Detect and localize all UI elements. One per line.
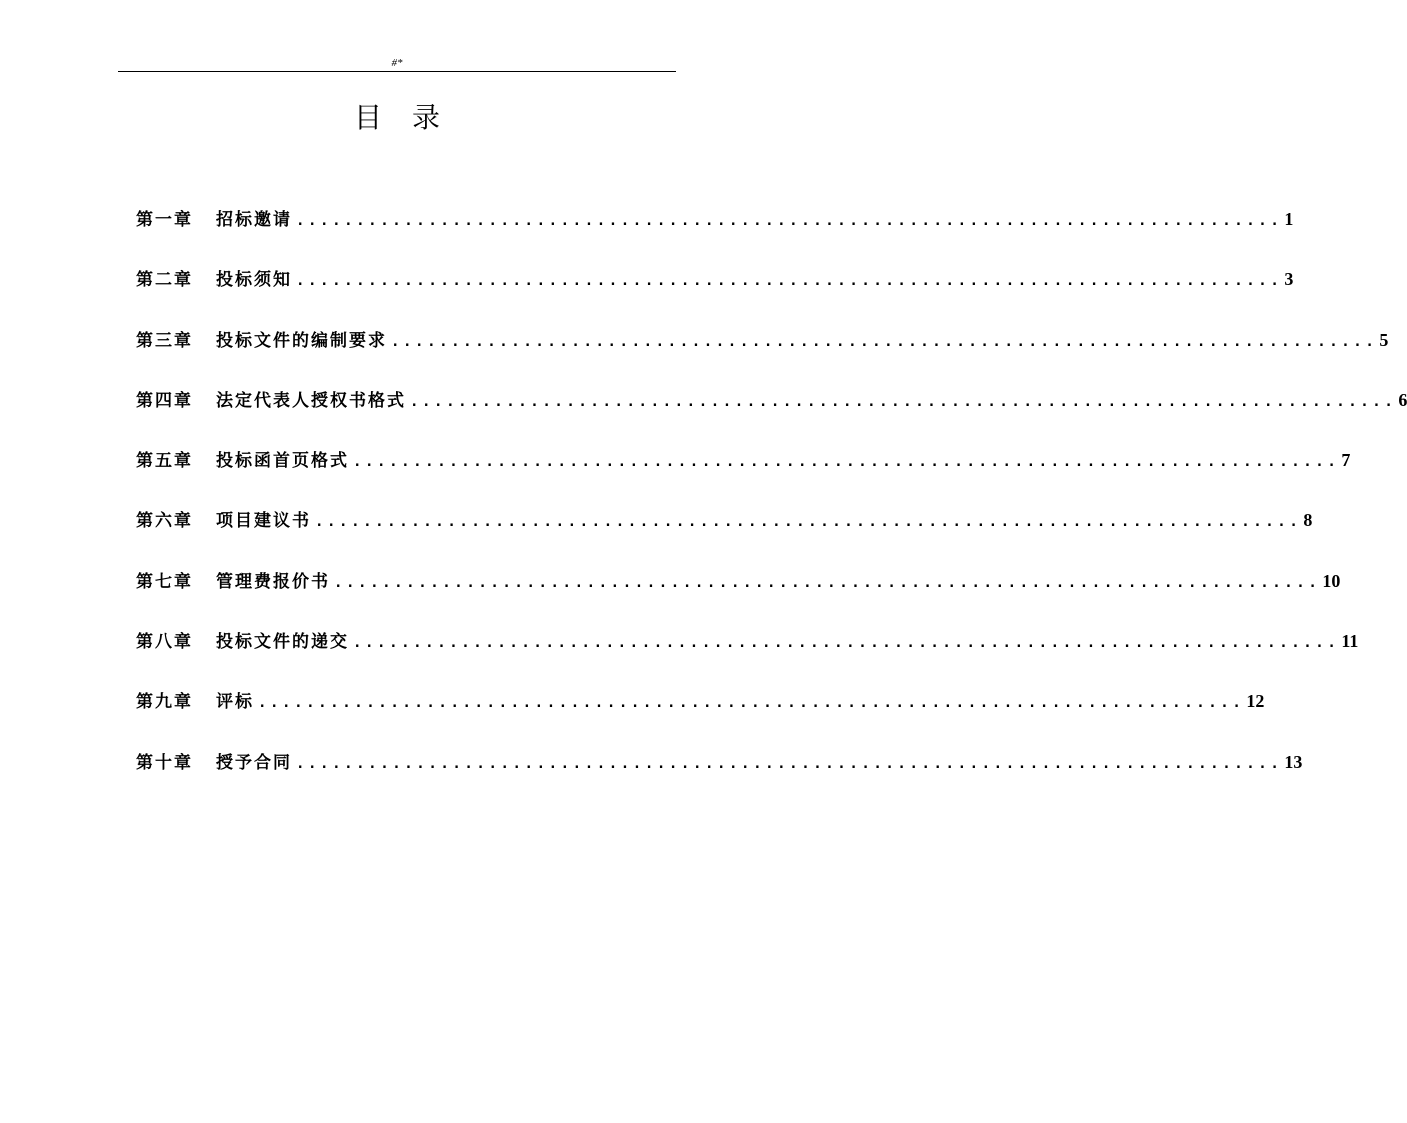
toc-chapter-title: 管理费报价书	[216, 571, 330, 592]
toc-chapter-number: 第一章	[136, 210, 193, 230]
toc-chapter-number: 第九章	[136, 692, 193, 713]
toc-chapter-title: 投标文件的递交	[216, 632, 349, 653]
toc-entry[interactable]	[136, 508, 1313, 568]
page-header-mark: #*	[391, 57, 403, 69]
toc-chapter-title: 投标函首页格式	[216, 451, 349, 472]
toc-chapter-title: 评标	[216, 692, 254, 713]
toc-dot-leader: ..................................................................................	[410, 393, 1397, 410]
toc-page-number: 10	[1322, 570, 1341, 591]
toc-page-number: 1	[1284, 209, 1294, 229]
toc-page-number: 7	[1341, 450, 1351, 471]
toc-dot-leader: ..................................................................................	[315, 514, 1302, 531]
toc-chapter-title: 项目建议书	[216, 511, 311, 532]
toc-chapter-number: 第二章	[136, 270, 193, 291]
toc-entry[interactable]	[136, 328, 1389, 388]
toc-dot-leader: ..................................................................................	[296, 755, 1283, 772]
toc-page-number: 12	[1246, 691, 1265, 712]
toc-chapter-title: 投标须知	[216, 270, 292, 291]
toc-dot-leader: ..................................................................................	[353, 454, 1340, 471]
toc-chapter-title: 招标邀请	[216, 210, 292, 230]
toc-page-number: 13	[1284, 751, 1303, 772]
toc-page-number: 11	[1341, 631, 1359, 652]
toc-chapter-number: 第七章	[136, 571, 193, 592]
toc-dot-leader: ..................................................................................	[296, 213, 1283, 229]
toc-entry[interactable]	[136, 267, 1294, 327]
toc-dot-leader: ..................................................................................	[334, 574, 1321, 591]
toc-entry[interactable]	[136, 448, 1351, 508]
toc-page-number: 3	[1284, 269, 1294, 290]
toc-dot-leader: ..................................................................................	[296, 273, 1283, 290]
toc-dot-leader: ..................................................................................	[353, 635, 1340, 652]
toc-entry[interactable]	[136, 750, 1303, 810]
header-rule	[118, 71, 676, 72]
table-of-contents	[136, 207, 1407, 810]
toc-chapter-number: 第三章	[136, 330, 193, 351]
toc-dot-leader: ..................................................................................	[391, 333, 1378, 350]
toc-entry[interactable]	[136, 689, 1265, 749]
toc-chapter-title: 授予合同	[216, 752, 292, 773]
toc-page-number: 5	[1379, 329, 1389, 350]
toc-chapter-number: 第六章	[136, 511, 193, 532]
toc-dot-leader: ..................................................................................	[258, 695, 1245, 712]
toc-entry[interactable]	[136, 388, 1407, 448]
toc-page-number: 8	[1303, 510, 1313, 531]
toc-entry[interactable]	[136, 569, 1341, 629]
toc-chapter-number: 第十章	[136, 752, 193, 773]
toc-entry[interactable]	[136, 207, 1294, 267]
toc-chapter-number: 第四章	[136, 390, 193, 411]
toc-chapter-title: 法定代表人授权书格式	[216, 390, 406, 411]
toc-chapter-title: 投标文件的编制要求	[216, 330, 387, 351]
toc-entry[interactable]	[136, 629, 1359, 689]
toc-chapter-number: 第五章	[136, 451, 193, 472]
toc-chapter-number: 第八章	[136, 632, 193, 653]
toc-page-number: 6	[1398, 389, 1407, 410]
toc-title: 目录	[353, 101, 470, 134]
